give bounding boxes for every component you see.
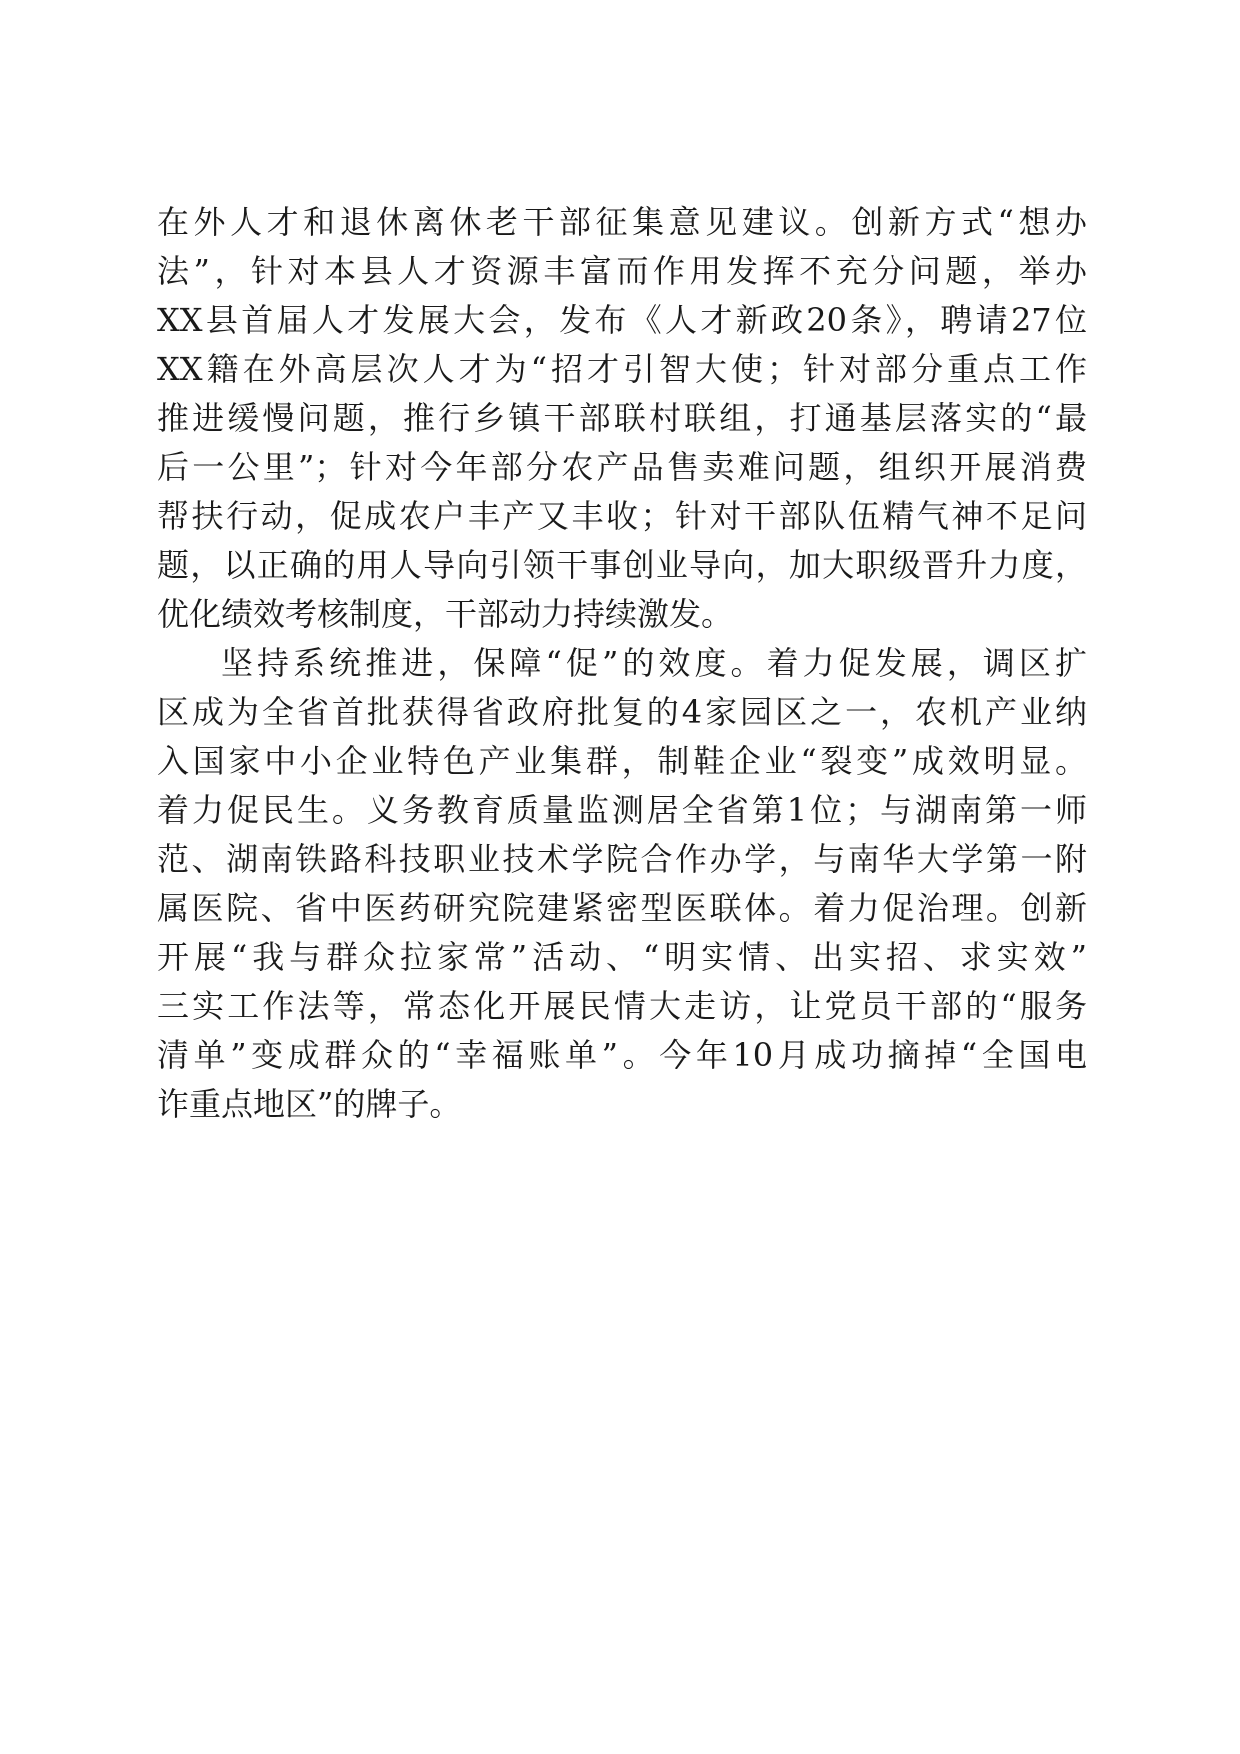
paragraph-line: 坚持系统推进，保障“促”的效度。着力促发展，调区扩 [221, 644, 1087, 682]
paragraph-line: 区成为全省首批获得省政府批复的4家园区之一，农机产业纳 [157, 693, 1087, 731]
paragraph-line: 法”，针对本县人才资源丰富而作用发挥不充分问题，举办 [157, 252, 1087, 290]
paragraph-line: 着力促民生。义务教育质量监测居全省第1位；与湖南第一师 [157, 791, 1087, 829]
paragraph-line: 题，以正确的用人导向引领干事创业导向，加大职级晋升力度， [157, 546, 1087, 584]
body-text [157, 198, 1087, 1129]
paragraph-line: XX籍在外高层次人才为“招才引智大使；针对部分重点工作 [157, 350, 1087, 388]
paragraph-line: 范、湖南铁路科技职业技术学院合作办学，与南华大学第一附 [157, 840, 1087, 878]
paragraph-line: 清单”变成群众的“幸福账单”。今年10月成功摘掉“全国电 [157, 1036, 1087, 1074]
paragraph-line: 推进缓慢问题，推行乡镇干部联村联组，打通基层落实的“最 [157, 399, 1087, 437]
paragraph-line: 属医院、省中医药研究院建紧密型医联体。着力促治理。创新 [157, 889, 1087, 927]
paragraph-line: 在外人才和退休离休老干部征集意见建议。创新方式“想办 [157, 203, 1087, 241]
paragraph-line: XX县首届人才发展大会，发布《人才新政20条》，聘请27位 [157, 301, 1087, 339]
paragraph-line: 三实工作法等，常态化开展民情大走访，让党员干部的“服务 [157, 987, 1087, 1025]
paragraph-line: 后一公里”；针对今年部分农产品售卖难问题，组织开展消费 [157, 448, 1087, 486]
paragraph-line: 优化绩效考核制度，干部动力持续激发。 [157, 595, 734, 633]
paragraph-line: 诈重点地区”的牌子。 [157, 1085, 462, 1123]
paragraph-1 [157, 198, 1087, 639]
paragraph-line: 入国家中小企业特色产业集群，制鞋企业“裂变”成效明显。 [157, 742, 1087, 780]
paragraph-2 [157, 639, 1087, 1129]
paragraph-line: 帮扶行动，促成农户丰产又丰收；针对干部队伍精气神不足问 [157, 497, 1087, 535]
paragraph-line: 开展“我与群众拉家常”活动、“明实情、出实招、求实效” [157, 938, 1087, 976]
